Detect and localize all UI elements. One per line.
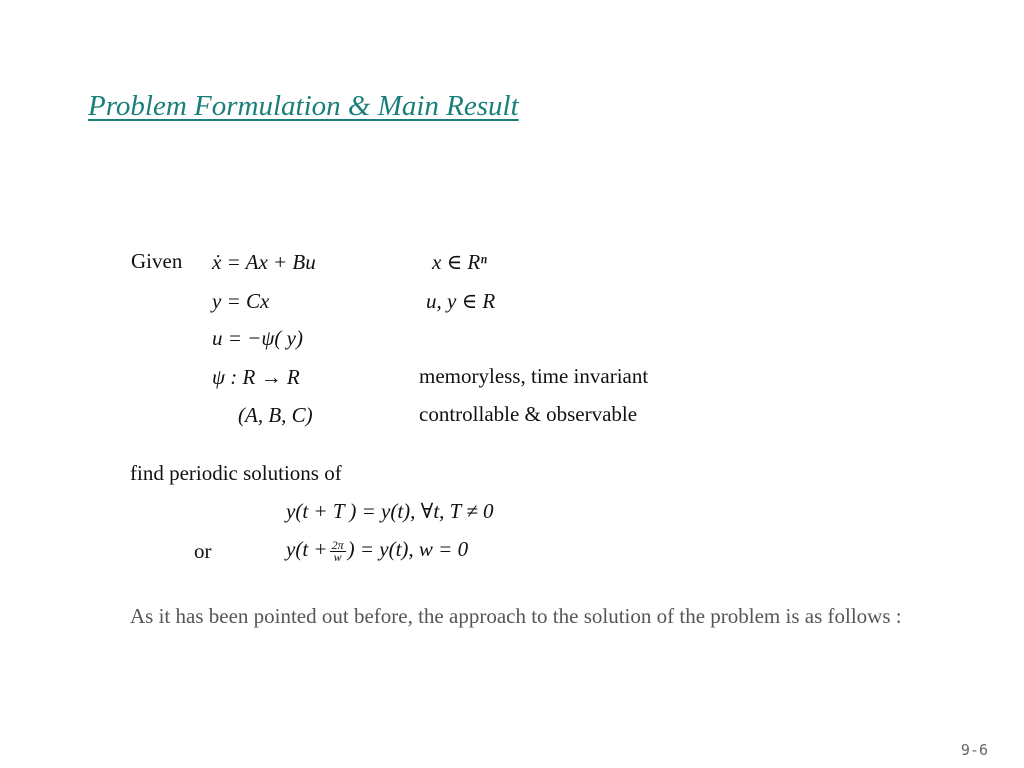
find-statement: find periodic solutions of	[130, 461, 342, 485]
frequency-equation	[286, 537, 468, 563]
page-number: 9-6	[960, 741, 988, 759]
system-property: controllable & observable	[419, 402, 638, 426]
given-label: Given	[131, 249, 183, 273]
fraction-denominator: w	[333, 549, 342, 564]
periodicity-equation: y(t + T ) = y(t), ∀t, T ≠ 0	[286, 499, 494, 523]
io-domain: u, y ∈ R	[426, 289, 496, 313]
slide-title: Problem Formulation & Main Result	[88, 90, 519, 122]
feedback-equation: u = −ψ( y)	[212, 326, 303, 350]
or-label: or	[194, 539, 212, 563]
frequency-equation-right: ) = y(t), w = 0	[347, 537, 469, 561]
approach-paragraph: As it has been pointed out before, the approach to the solution of the problem is as follows :	[130, 604, 902, 628]
state-equation: ẋ = Ax + Bu	[212, 250, 316, 274]
output-equation: y = Cx	[212, 289, 270, 313]
system-triple: (A, B, C)	[238, 403, 313, 427]
period-fraction	[330, 537, 346, 564]
nonlinearity-map: ψ : R → R	[212, 365, 300, 389]
state-domain: x ∈ Rⁿ	[432, 250, 487, 274]
frequency-equation-left: y(t +	[286, 537, 328, 561]
nonlinearity-property: memoryless, time invariant	[419, 364, 649, 388]
fraction-numerator: 2π	[331, 537, 344, 552]
